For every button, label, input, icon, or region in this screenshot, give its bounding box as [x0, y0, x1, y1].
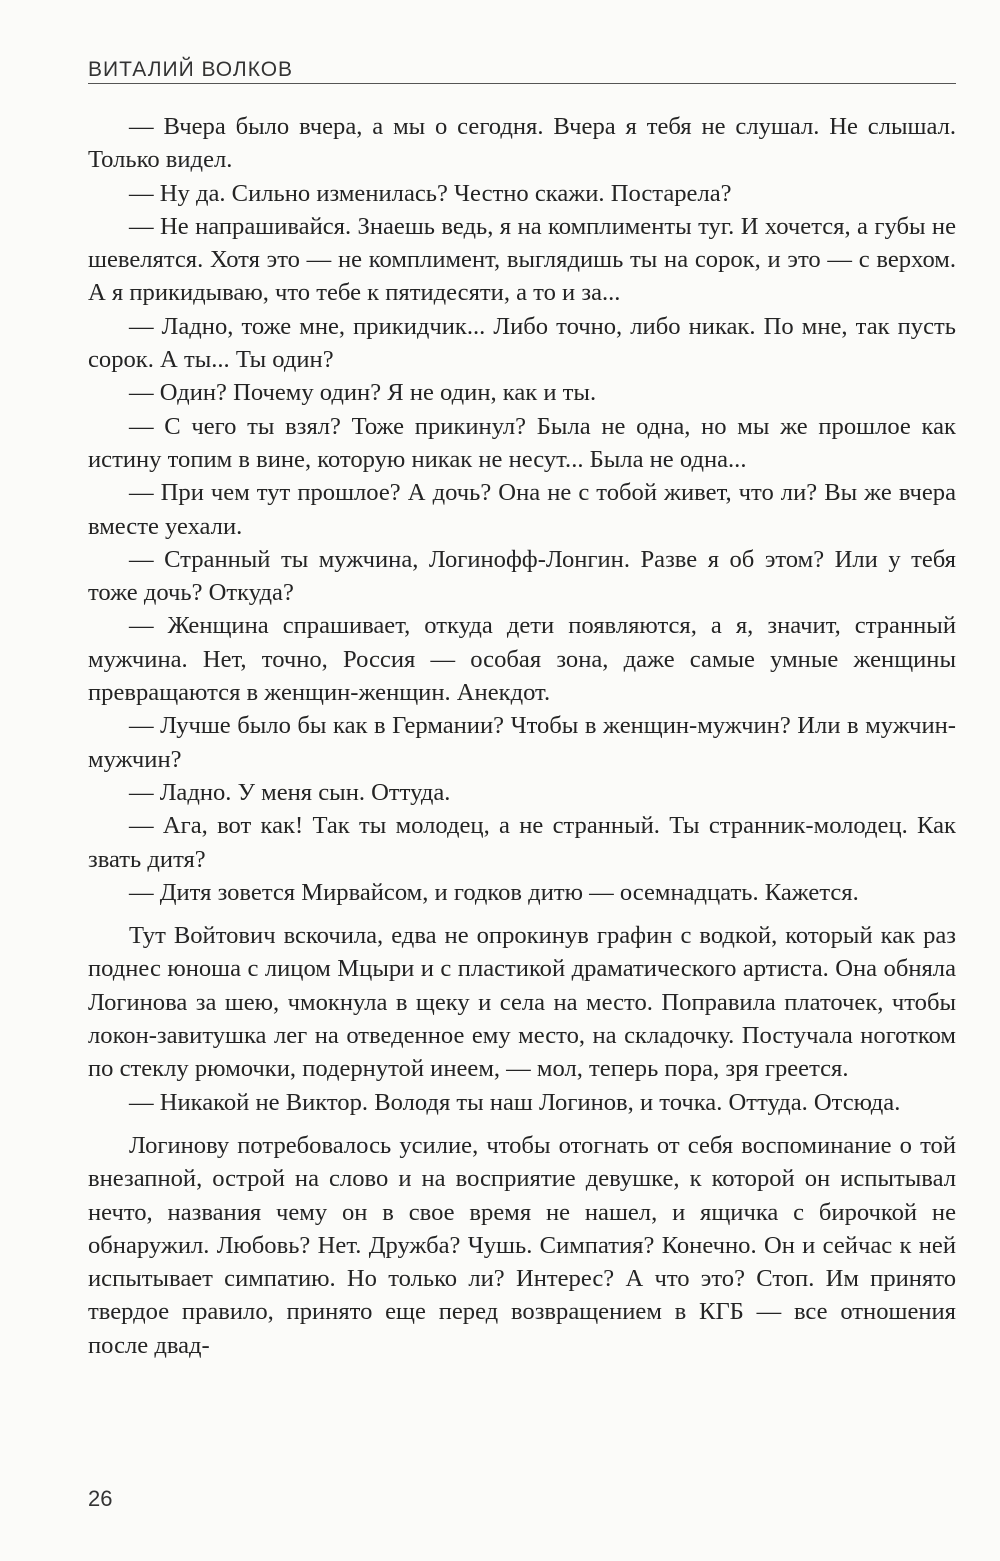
paragraph: — Ладно, тоже мне, прикидчик... Либо точно, либо никак. По мне, так пусть сорок. А ты... Ты один? — [88, 312, 956, 374]
paragraph: Тут Войтович вскочила, едва не опрокинув графин с водкой, который как раз поднес юноша с лицом Мцыри и с пластикой драматического артиста. Она обняла Логинова за шею, чмокнула в щеку и села на место. Поправила платочек, чтобы локон-завитушка лег на отведенное ему место, на складочку. Постучала ноготком по стеклу рюмочки, подернутой инеем, — мол, теперь пора, зря греется. — [88, 922, 956, 1083]
paragraph: — Не напрашивайся. Знаешь ведь, я на комплименты туг. И хочется, а губы не шевелятся. Хотя это — не комплимент, выглядишь ты на сорок, и это — с верхом. А я прикидываю, что тебе к пятидесяти, а то и за... — [88, 212, 956, 307]
paragraph: — Вчера было вчера, а мы о сегодня. Вчера я тебя не слушал. Не слышал. Только видел. — [88, 113, 956, 174]
paragraph: — Ага, вот как! Так ты молодец, а не странный. Ты странник-молодец. Как звать дитя? — [88, 812, 956, 873]
paragraph: — Лучше было бы как в Германии? Чтобы в женщин-мужчин? Или в мужчин-мужчин? — [88, 712, 956, 773]
paragraph: — Женщина спрашивает, откуда дети появляются, а я, значит, странный мужчина. Нет, точно, Россия — особая зона, даже самые умные женщины превращаются в женщин-женщин. Анекдот. — [88, 612, 956, 707]
header-rule — [88, 83, 956, 84]
paragraph: — Никакой не Виктор. Володя ты наш Логинов, и точка. Оттуда. Отсюда. — [129, 1088, 901, 1116]
paragraph: — Один? Почему один? Я не один, как и ты. — [129, 379, 597, 407]
page-number: 26 — [88, 1486, 113, 1511]
paragraph: — Ну да. Сильно изменилась? Честно скажи. Постарела? — [129, 179, 732, 207]
paragraph: Логинову потребовалось усилие, чтобы отогнать от себя воспоминание о той внезапной, острой на слово и на восприятие девушке, к которой он испытывал нечто, названия чему он в свое время не нашел, и ящичка с бирочкой не обнаружил. Любовь? Нет. Дружба? Чушь. Симпатия? Конечно. Он и сейчас к ней испытывает симпатию. Но только ли? Интерес? А что это? Стоп. Им принято твердое правило, принято еще перед возвращением в КГБ — все отношения после двад- — [88, 1131, 956, 1359]
paragraph: — Дитя зовется Мирвайсом, и годков дитю — осемнадцать. Кажется. — [129, 878, 859, 906]
paragraph: — Странный ты мужчина, Логинофф-Лонгин. Разве я об этом? Или у тебя тоже дочь? Откуда? — [88, 545, 956, 607]
paragraph: — При чем тут прошлое? А дочь? Она не с тобой живет, что ли? Вы же вчера вместе уехали. — [88, 479, 956, 540]
running-header-author: ВИТАЛИЙ ВОЛКОВ — [88, 58, 294, 81]
paragraph: — С чего ты взял? Тоже прикинул? Была не одна, но мы же прошлое как истину топим в вине, которую никак не несут... Была не одна... — [88, 412, 956, 473]
body-text — [88, 110, 956, 1362]
paragraph: — Ладно. У меня сын. Оттуда. — [129, 778, 451, 806]
